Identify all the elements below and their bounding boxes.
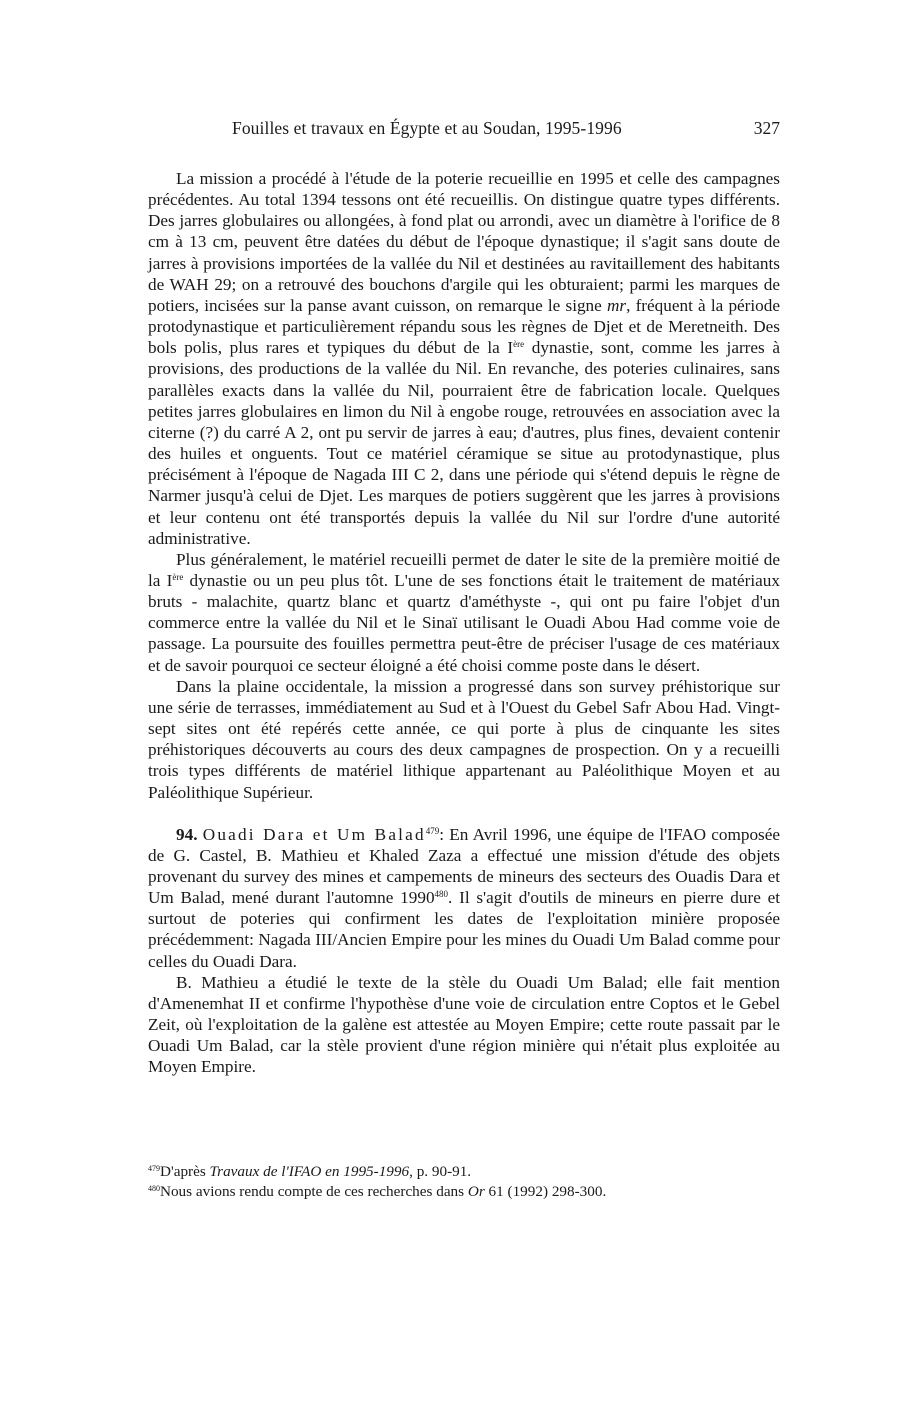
footnote-marker: 480 bbox=[148, 1184, 160, 1193]
page-number: 327 bbox=[753, 118, 780, 138]
body-text bbox=[148, 168, 780, 1078]
paragraph-text: Dans la plaine occidentale, la mission a progressé dans son survey préhistorique sur une série de terrasses, immédiatement au Sud et à l'Ouest du Gebel Safr Abou Had. Vingt-sept sites ont été repérés cette année, ce qui porte à plus de cinquante les sites préhistoriques découverts au cours des deux campagnes de prospection. On y a recueilli trois types différents de matériel lithique appartenant au Paléolithique Moyen et au Paléolithique Supérieur. bbox=[148, 676, 780, 802]
footnote-ref[interactable]: 479 bbox=[425, 825, 440, 836]
paragraph-text: . Il s'agit d'outils de mineurs en pierre dure et surtout de poteries qui confirment les dates de l'exploitation minière proposée précédemment: Nagada III/Ancien Empire pour les mines du Ouadi Um Balad comme pour celles du Ouadi Dara. bbox=[148, 888, 780, 971]
paragraph-text: La mission a procédé à l'étude de la poterie recueillie en 1995 et celle des campagnes précédentes. Au total 1394 tessons ont été recueillis. On distingue quatre types différents. Des jarres globulaires ou allongées, à fond plat ou arrondi, avec un diamètre à l'orifice de 8 cm à 13 cm, peuvent être datées du début de l'époque dynastique; il s'agit sans doute de jarres à provisions importées de la vallée du Nil et destinées au ravitaillement des habitants de WAH 29; on a retrouvé des bouchons d'argile qui les obturaient; parmi les marques de potiers, incisées sur la panse avant cuisson, on remarque le signe bbox=[148, 169, 780, 315]
footnote bbox=[148, 1182, 780, 1202]
footnote-text: D'après bbox=[160, 1163, 210, 1180]
running-title: Fouilles et travaux en Égypte et au Soudan, 1995-1996 bbox=[232, 118, 622, 138]
paragraph-text: dynastie, sont, comme les jarres à provisions, des productions de la vallée du Nil. En revanche, des poteries culinaires, sans parallèles exacts dans la vallée du Nil, pourraient être de fabrication locale. Quelques petites jarres globulaires en limon du Nil à engobe rouge, retrouvées en association avec la citerne (?) du carré A 2, ont pu servir de jarres à eau; d'autres, plus fines, devaient contenir des huiles et onguents. Tout ce matériel céramique se situe au protodynastique, plus précisément à l'époque de Nagada III C 2, dans une période qui s'étend depuis le règne de Narmer jusqu'à celui de Djet. Les marques de potiers suggèrent que les jarres à provisions et leur contenu ont été transportés depuis la vallée du Nil sur l'ordre d'une autorité administrative. bbox=[148, 338, 780, 548]
footnote-italic: Or bbox=[467, 1183, 485, 1200]
footnote bbox=[148, 1162, 780, 1182]
section-94 bbox=[148, 824, 780, 972]
paragraph-text: B. Mathieu a étudié le texte de la stèle du Ouadi Um Balad; elle fait mention d'Amenemhat II et confirme l'hypothèse d'une voie de circulation entre Coptos et le Gebel Zeit, où l'exploitation de la galène est attestée au Moyen Empire; cette route passait par le Ouadi Um Balad, car la stèle provient d'une région minière qui n'était plus exploitée au Moyen Empire. bbox=[148, 972, 780, 1077]
italic-term: mr bbox=[606, 295, 627, 315]
paragraph bbox=[148, 549, 780, 676]
running-head bbox=[148, 118, 780, 142]
paragraph-text: : En Avril 1996, une équipe de l'IFAO composée de G. Castel, B. Mathieu et Khaled Zaza a effectué une mission d'étude des objets provenant du survey des mines et campements de mineurs des secteurs des Ouadis Dara et Um Balad, mené durant l'automne 1990 bbox=[148, 824, 781, 908]
ordinal-superscript: ère bbox=[513, 339, 525, 350]
footnote-text: Nous avions rendu compte de ces recherches dans bbox=[160, 1183, 468, 1200]
paragraph-text: Plus généralement, le matériel recueilli permet de dater le site de la première moitié de la I bbox=[148, 549, 780, 590]
section-number: 94. bbox=[176, 824, 198, 844]
footnote-text: 61 (1992) 298-300. bbox=[484, 1183, 607, 1200]
footnote-italic: Travaux de l'IFAO en 1995-1996 bbox=[209, 1163, 410, 1180]
paragraph-text: , fréquent à la période protodynastique et particulièrement répandu sous les règnes de Djet et de Meretneith. Des bols polis, plus rares et typiques du début de la I bbox=[148, 295, 780, 358]
footnotes bbox=[148, 1162, 780, 1202]
footnote-ref[interactable]: 480 bbox=[434, 889, 449, 900]
ordinal-superscript: ère bbox=[172, 571, 184, 582]
footnote-marker: 479 bbox=[148, 1164, 160, 1173]
section-title: Ouadi Dara et Um Balad bbox=[202, 824, 426, 844]
paragraph bbox=[148, 676, 780, 803]
paragraph bbox=[148, 972, 780, 1078]
footnote-text: , p. 90-91. bbox=[409, 1163, 472, 1180]
paragraph-text: dynastie ou un peu plus tôt. L'une de ses fonctions était le traitement de matériaux bruts - malachite, quartz blanc et quartz d'améthyste -, qui ont pu faire l'objet d'un commerce entre la vallée du Nil et le Sinaï utilisant le Ouadi Abou Had comme voie de passage. La poursuite des fouilles permettra peut-être de préciser l'usage de ces matériaux et de savoir pourquoi ce secteur éloigné a été choisi comme poste dans le désert. bbox=[148, 570, 780, 675]
paragraph bbox=[148, 168, 780, 549]
